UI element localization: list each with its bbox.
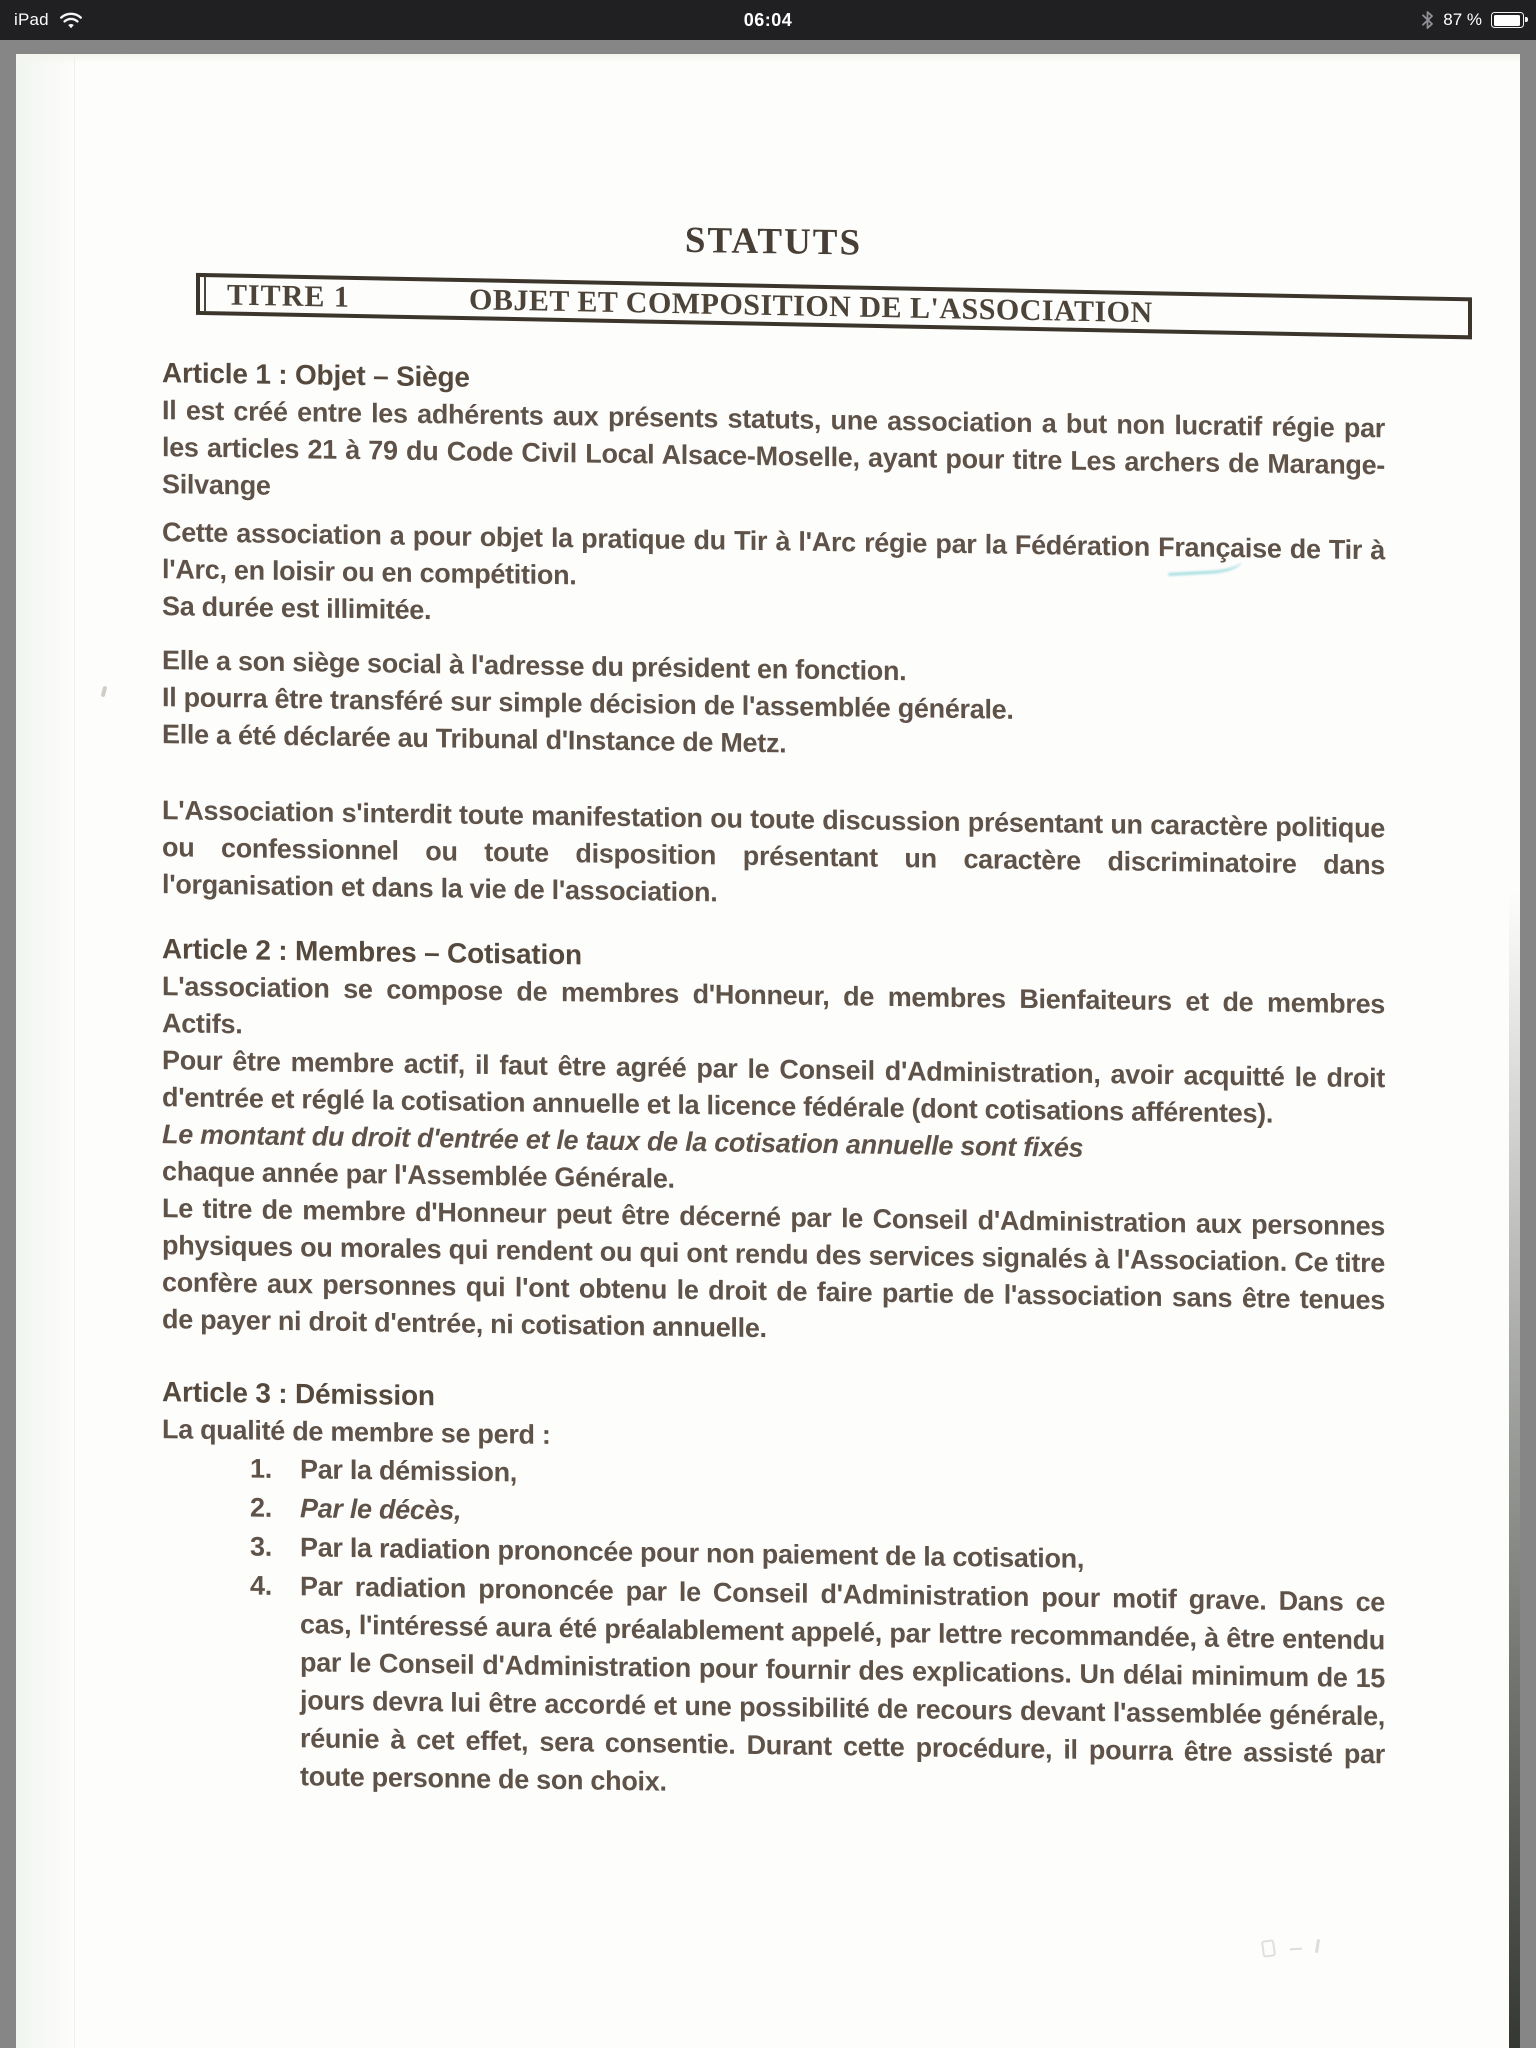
clock: 06:04	[743, 9, 793, 30]
list-item-number: 1.	[250, 1453, 272, 1484]
document-title: STATUTS	[684, 219, 863, 264]
article-1-paragraph-interdiction: L'Association s'interdit toute manifestation ou toute discussion présentant un caractère politique ou confessionnel ou toute disposition présentant un caractère discriminatoire dans l'organisation et dans la vie de l'association.	[162, 795, 1385, 908]
article-2-paragraph-montant: Le montant du droit d'entrée et le taux de la cotisation annuelle sont fixés	[162, 1119, 1084, 1163]
document-page[interactable]	[16, 54, 1520, 2048]
list-item-text: Par la radiation prononcée pour non paiement de la cotisation,	[300, 1532, 1085, 1574]
faint-pencil-marks	[1260, 1936, 1350, 1962]
device-label: iPad	[14, 10, 49, 29]
bluetooth-icon	[1421, 10, 1434, 30]
article-1-paragraph-transfert: Il pourra être transféré sur simple décision de l'assemblée générale.	[162, 682, 1014, 725]
article-1-paragraph-objet: Il est créé entre les adhérents aux présents statuts, une association a but non lucratif régie par les articles 21 à 79 du Code Civil Local Alsace-Moselle, ayant pour titre Les archers de Marange-Silvange	[162, 395, 1385, 501]
article-3-heading: Article 3 : Démission	[162, 1376, 435, 1412]
article-2-paragraph-honneur: Le titre de membre d'Honneur peut être décerné par le Conseil d'Administration aux personnes physiques ou morales qui rendent ou qui ont rendu des services signalés à l'Association. Ce titre confère aux personnes qui l'ont obtenu le droit de faire partie de l'association sans être tenues de payer ni droit d'entrée, ni cotisation annuelle.	[162, 1193, 1385, 1344]
list-item-text: Par le décès,	[300, 1493, 462, 1526]
list-item-text: Par la démission,	[300, 1454, 517, 1488]
titre-label: TITRE 1	[227, 277, 350, 314]
battery-fill	[1494, 15, 1521, 26]
demission-list	[162, 1448, 1385, 1811]
article-2-paragraph-composition: L'association se compose de membres d'Honneur, de membres Bienfaiteurs et de membres Actifs.	[162, 971, 1385, 1040]
article-1-heading: Article 1 : Objet – Siège	[162, 357, 470, 393]
list-item-number: 2.	[250, 1492, 272, 1523]
article-2-paragraph-montant-fin: chaque année par l'Assemblée Générale.	[162, 1156, 675, 1194]
titre-1-box	[196, 273, 1472, 339]
list-item-number: 3.	[250, 1531, 272, 1562]
battery-icon	[1491, 12, 1524, 28]
list-item-number: 4.	[250, 1570, 272, 1601]
document-content	[16, 210, 1385, 1811]
article-1-paragraph-duree: Sa durée est illimitée.	[162, 591, 432, 626]
article-2-heading: Article 2 : Membres – Cotisation	[162, 933, 582, 971]
article-1-paragraph-siege: Elle a son siège social à l'adresse du président en fonction.	[162, 645, 907, 687]
titre-box-inner-line	[204, 277, 206, 311]
list-item-text: Par radiation prononcée par le Conseil d'Administration pour motif grave. Dans ce cas, l'intéressé aura été préalablement appelé, par lettre recommandée, à être entendu par le Conseil d'Administration pour fournir des explications. Un délai minimum de 15 jours devra lui être accordé et une possibilité de recours devant l'assemblée générale, réunie à cet effet, sera consentie. Durant cette procédure, il pourra être assisté par toute personne de son choix.	[300, 1571, 1385, 1797]
status-bar-right	[1421, 0, 1524, 40]
article-1-paragraph-tribunal: Elle a été déclarée au Tribunal d'Instance de Metz.	[162, 719, 787, 759]
page-edge-shadow	[1509, 891, 1520, 2048]
titre-heading: OBJET ET COMPOSITION DE L'ASSOCIATION	[469, 282, 1153, 329]
article-2-paragraph-membre-actif: Pour être membre actif, il faut être agréé par le Conseil d'Administration, avoir acquitté le droit d'entrée et réglé la cotisation annuelle et la licence fédérale (dont cotisations afférentes).	[162, 1045, 1385, 1129]
battery-percent: 87 %	[1443, 10, 1482, 29]
status-bar	[0, 0, 1536, 40]
list-item-4	[250, 1566, 1385, 1811]
battery-nub	[1525, 17, 1528, 22]
article-1-paragraph-pratique: Cette association a pour objet la pratique du Tir à l'Arc régie par la Fédération Française de Tir à l'Arc, en loisir ou en compétition.	[162, 517, 1385, 591]
page-top-shade	[16, 54, 1520, 64]
status-bar-center	[0, 0, 1536, 40]
article-3-intro: La qualité de membre se perd :	[162, 1414, 551, 1450]
